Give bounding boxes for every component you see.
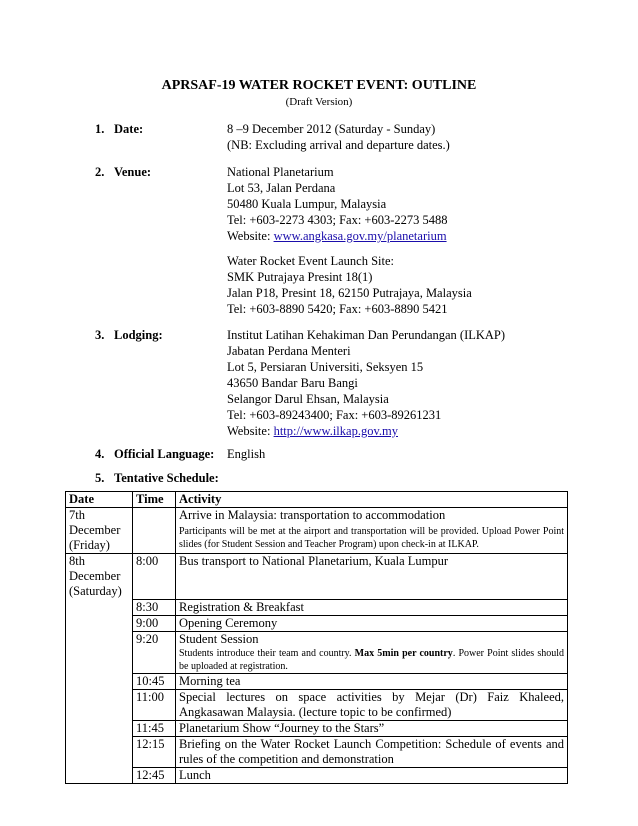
time-cell: 10:45: [133, 673, 176, 689]
table-row: [66, 631, 568, 673]
schedule-label: Tentative Schedule:: [114, 471, 219, 485]
venue-website-link[interactable]: www.angkasa.gov.my/planetarium: [273, 229, 447, 243]
lodging-line: 43650 Bandar Baru Bangi: [227, 376, 358, 390]
day1-date-cell: [66, 508, 133, 554]
activity-cell: Morning tea: [176, 673, 568, 689]
activity-cell: Special lectures on space activities by Mejar (Dr) Faiz Khaleed, Angkasawan Malaysia. (lecture topic to be confirmed): [176, 689, 568, 720]
date-value: 8 –9 December 2012 (Saturday - Sunday): [227, 122, 436, 136]
table-row: [66, 720, 568, 736]
activity-cell: Bus transport to National Planetarium, Kuala Lumpur: [176, 554, 568, 600]
empty-date-cell: [66, 673, 133, 689]
venue-number: 2.: [95, 165, 105, 179]
activity-note: Participants will be met at the airport and transportation will be provided. Upload Power Point slides (for Student Session and Teacher Program) upon check-in at ILKAP.: [179, 526, 564, 550]
venue-website-row: [227, 229, 447, 244]
table-row: [66, 673, 568, 689]
venue-label: Venue:: [114, 165, 152, 179]
day1-date-line: December: [69, 523, 121, 537]
note-post: . Power Point slides should be uploaded at registration.: [179, 647, 565, 672]
date-note: (NB: Excluding arrival and departure dates.): [227, 138, 450, 152]
table-row: [66, 736, 568, 767]
table-header-row: [66, 492, 568, 508]
lodging-website-link[interactable]: http://www.ilkap.gov.my: [273, 424, 398, 438]
day2-date-line: (Saturday): [69, 584, 122, 598]
header-time: Time: [133, 492, 176, 508]
table-row: [66, 508, 568, 554]
day1-date-line: 7th: [69, 508, 85, 522]
venue-line: 50480 Kuala Lumpur, Malaysia: [227, 197, 387, 211]
day2-date-line: December: [69, 569, 121, 583]
lodging-website-row: [227, 424, 398, 439]
activity-cell: Planetarium Show “Journey to the Stars”: [176, 720, 568, 736]
lodging-line: Lot 5, Persiaran Universiti, Seksyen 15: [227, 360, 424, 374]
activity-text: Student Session: [179, 631, 259, 646]
empty-date-cell: [66, 736, 133, 767]
activity-cell: Registration & Breakfast: [176, 599, 568, 615]
empty-date-cell: [66, 631, 133, 673]
note-bold: Max 5min per country: [354, 647, 453, 659]
lodging-line: Tel: +603-89243400; Fax: +603-89261231: [227, 408, 442, 422]
page-title: APRSAF-19 WATER ROCKET EVENT: OUTLINE: [161, 78, 477, 93]
venue-website-prefix: Website:: [227, 229, 274, 243]
table-row: [66, 554, 568, 600]
day2-date-line: 8th: [69, 554, 85, 568]
empty-date-cell: [66, 615, 133, 631]
activity-cell: Opening Ceremony: [176, 615, 568, 631]
empty-date-cell: [66, 599, 133, 615]
lodging-number: 3.: [95, 328, 105, 342]
time-cell: 11:00: [133, 689, 176, 720]
table-row: [66, 599, 568, 615]
date-number: 1.: [95, 122, 105, 136]
time-cell: 11:45: [133, 720, 176, 736]
day2-date-cell: [66, 554, 133, 600]
launch-site-line: SMK Putrajaya Presint 18(1): [227, 270, 373, 284]
header-date: Date: [66, 492, 133, 508]
date-label: Date:: [114, 122, 144, 136]
time-cell: 9:20: [133, 631, 176, 673]
activity-cell: Briefing on the Water Rocket Launch Competition: Schedule of events and rules of the competition and demonstration: [176, 736, 568, 767]
time-cell: 9:00: [133, 615, 176, 631]
launch-site-line: Water Rocket Event Launch Site:: [227, 254, 394, 268]
activity-cell: [176, 631, 568, 673]
schedule-number: 5.: [95, 471, 105, 485]
table-row: [66, 767, 568, 783]
time-cell: 12:15: [133, 736, 176, 767]
day1-time-cell: [133, 508, 176, 554]
header-activity: Activity: [176, 492, 568, 508]
table-row: [66, 615, 568, 631]
lodging-line: Institut Latihan Kehakiman Dan Perundangan (ILKAP): [227, 328, 506, 342]
time-cell: 8:30: [133, 599, 176, 615]
table-row: [66, 689, 568, 720]
lodging-label: Lodging:: [114, 328, 163, 342]
time-cell: 12:45: [133, 767, 176, 783]
empty-date-cell: [66, 689, 133, 720]
activity-text: Arrive in Malaysia: transportation to accommodation: [179, 508, 446, 522]
time-cell: 8:00: [133, 554, 176, 600]
venue-line: Lot 53, Jalan Perdana: [227, 181, 336, 195]
empty-date-cell: [66, 767, 133, 783]
venue-line: Tel: +603-2273 4303; Fax: +603-2273 5488: [227, 213, 448, 227]
launch-site-line: Tel: +603-8890 5420; Fax: +603-8890 5421: [227, 302, 448, 316]
lodging-website-prefix: Website:: [227, 424, 274, 438]
lodging-line: Jabatan Perdana Menteri: [227, 344, 351, 358]
language-label: Official Language:: [114, 447, 215, 461]
note-pre: Students introduce their team and country.: [179, 647, 355, 659]
activity-cell: Lunch: [176, 767, 568, 783]
page-subtitle: (Draft Version): [285, 96, 353, 108]
launch-site-line: Jalan P18, Presint 18, 62150 Putrajaya, Malaysia: [227, 286, 472, 300]
day1-activity-cell: [176, 508, 568, 554]
lodging-line: Selangor Darul Ehsan, Malaysia: [227, 392, 389, 406]
activity-note: [179, 647, 564, 673]
empty-date-cell: [66, 720, 133, 736]
language-value: English: [227, 447, 266, 461]
language-number: 4.: [95, 447, 105, 461]
schedule-table: [65, 491, 568, 784]
venue-line: National Planetarium: [227, 165, 334, 179]
day1-date-line: (Friday): [69, 538, 110, 552]
